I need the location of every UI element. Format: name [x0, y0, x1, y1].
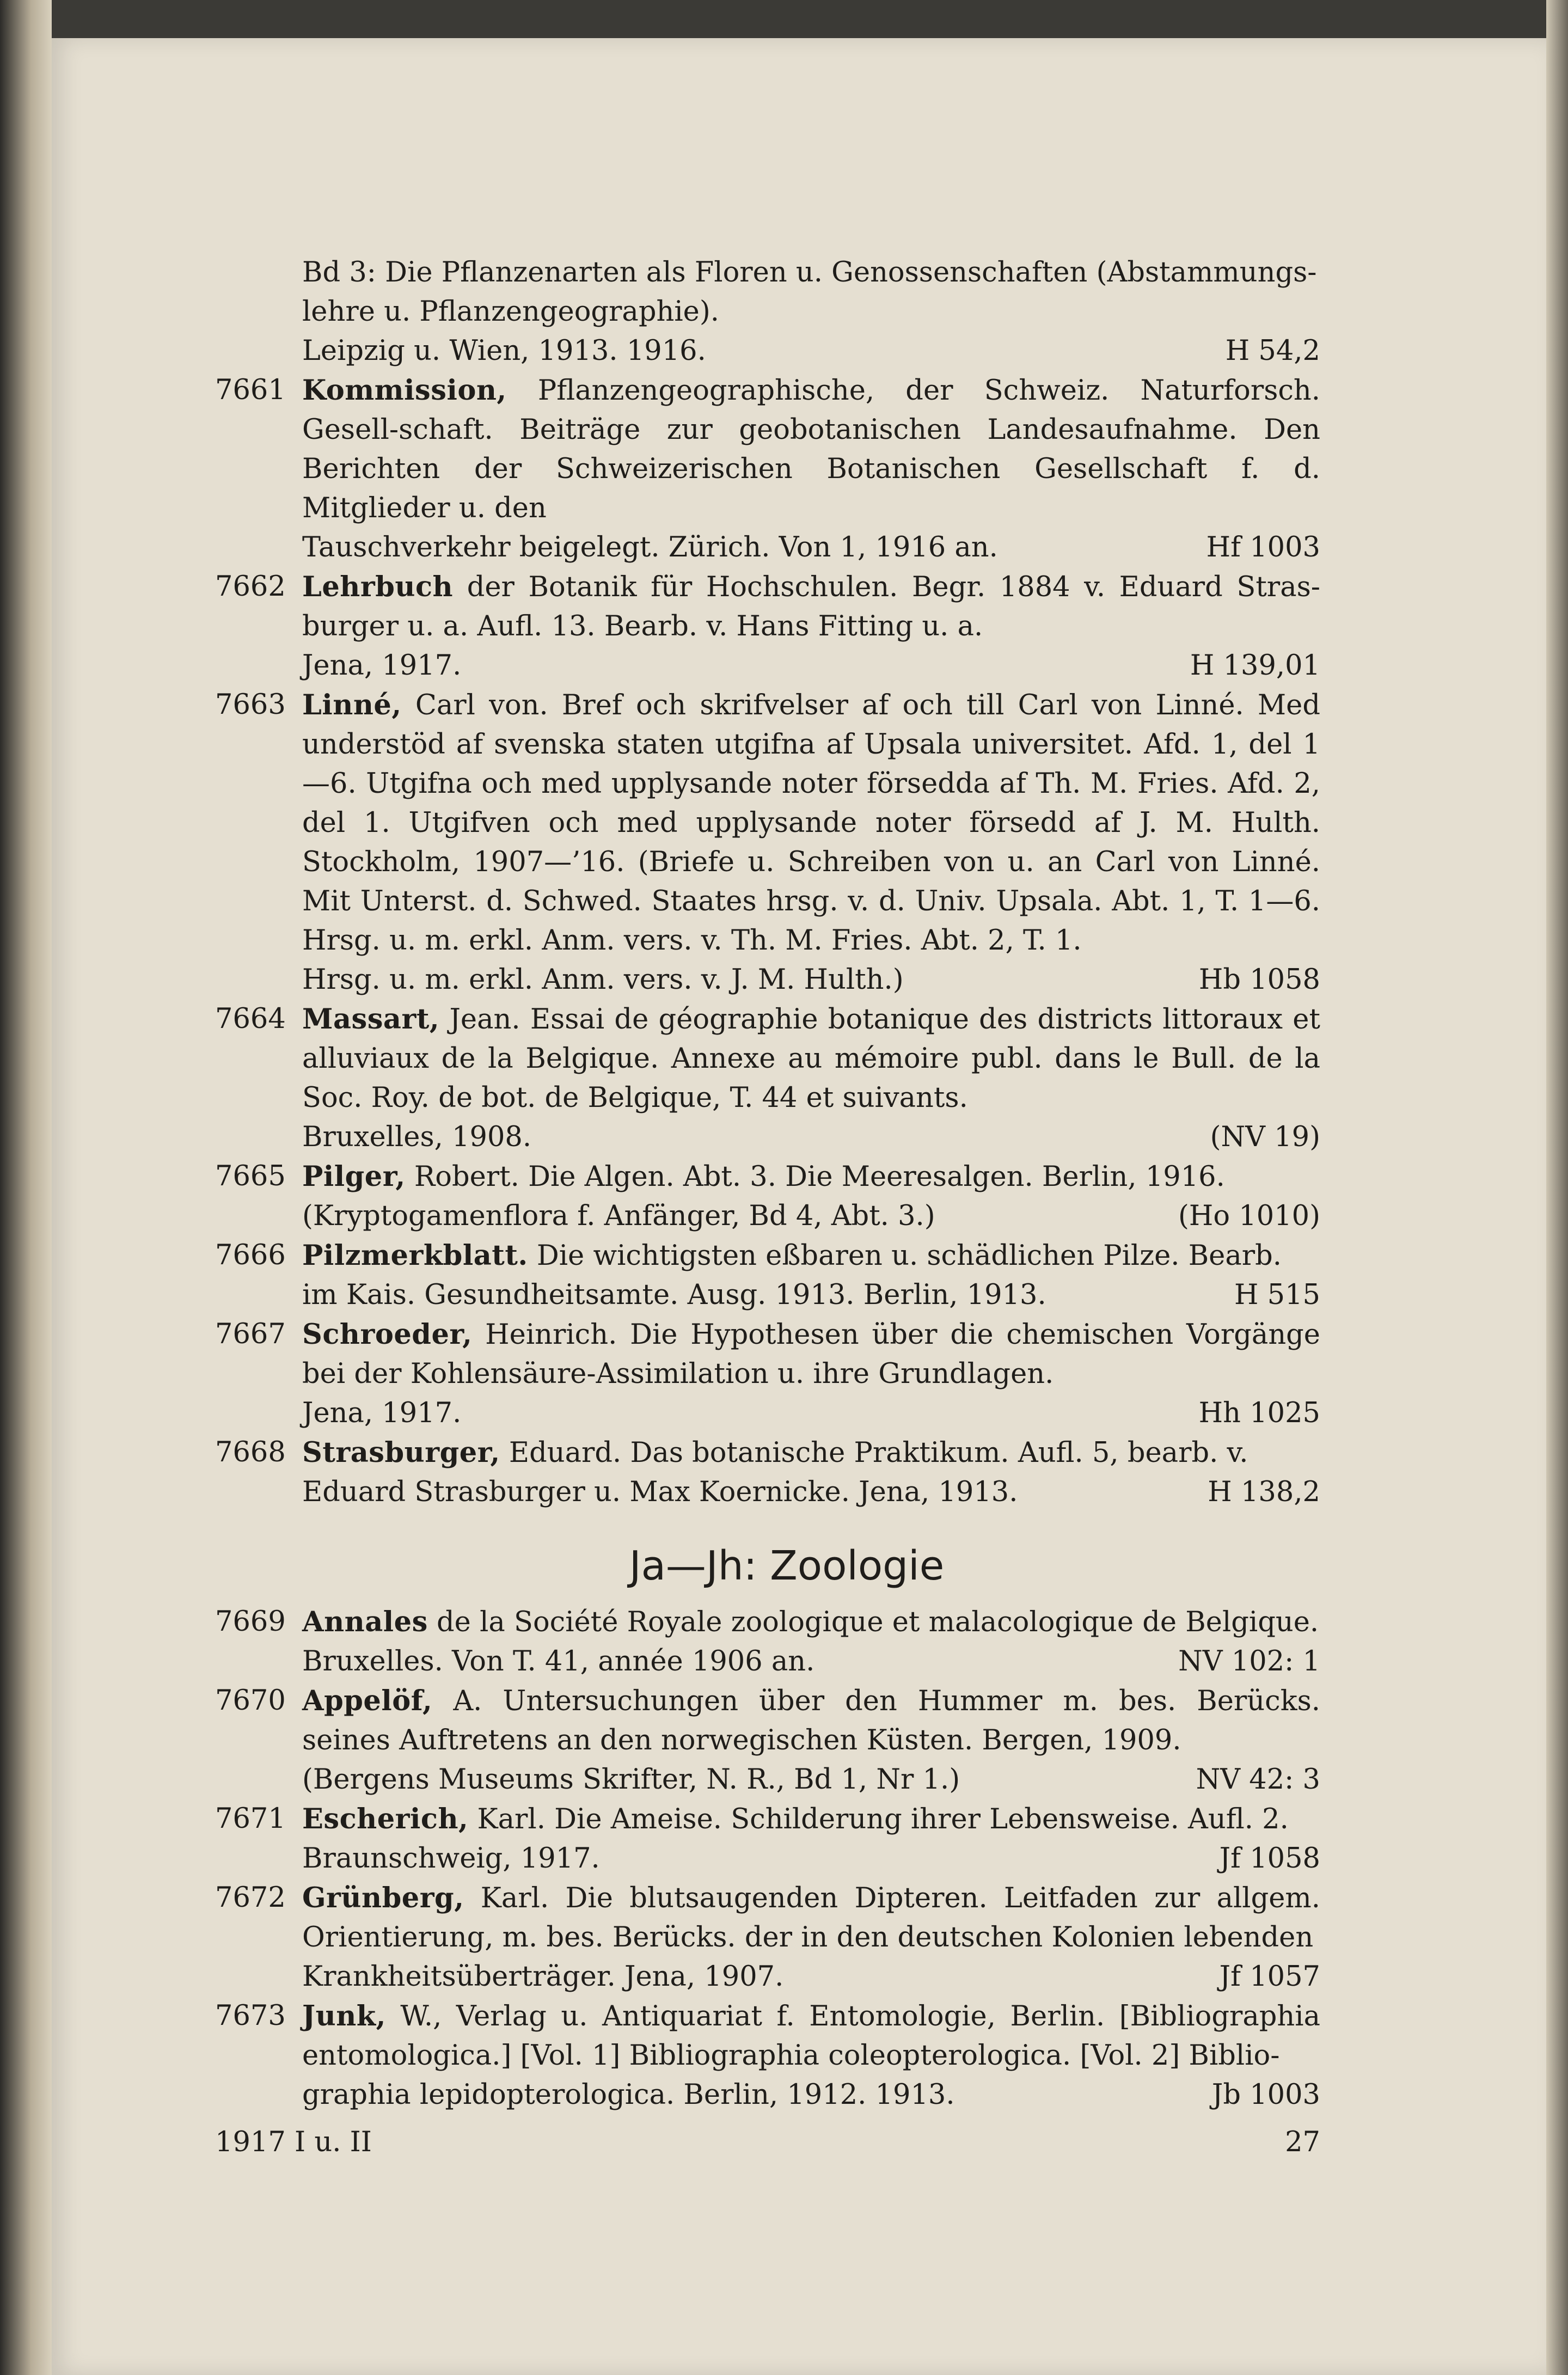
- footer-volume: 1917 I u. II: [215, 2126, 372, 2158]
- entry-heading: Junk,: [302, 2000, 386, 2033]
- entry-imprint: Eduard Strasburger u. Max Koernicke. Jena, 1913.: [302, 1476, 1018, 1508]
- entry-text: Jean. Essai de géographie botanique des districts littoraux et alluviaux de la Belgique. Annexe au mémoire publ. dans le Bull. de la Soc. Roy. de bot. de Belgique, T. 44 et suivants.: [302, 1003, 1320, 1114]
- entry-heading: Escherich,: [302, 1803, 469, 1835]
- entry-text: Carl von. Bref och skrifvelser af och till Carl von Linné. Med understöd af svenska staten utgifna af Upsala universitet. Afd. 1, del 1—6. Utgifna och med upplysande noter försedda af Th. M. Fries. Afd. 2, del 1. Utgifven och med upplysande noter försedd af J. M. Hulth. Stockholm, 1907—’16. (Briefe u. Schreiben von u. an Carl von Linné. Mit Unterst. d. Schwed. Staates hrsg. v. d. Univ. Upsala. Abt. 1, T. 1—6. Hrsg. u. m. erkl. Anm. vers. v. Th. M. Fries. Abt. 2, T. 1.: [302, 689, 1320, 957]
- entry-heading: Strasburger,: [302, 1436, 500, 1469]
- entry-number: 7668: [215, 1436, 286, 1468]
- entry-heading: Pilzmerkblatt.: [302, 1239, 528, 1272]
- zoology-entries: [215, 1602, 1320, 2115]
- entry-imprint: Bruxelles. Von T. 41, année 1906 an.: [302, 1645, 815, 1678]
- entry-text: Die wichtigsten eßbaren u. schädlichen Pilze. Bearb.: [536, 1240, 1282, 1272]
- entry-number: 7672: [215, 1882, 286, 1914]
- catalog-content: [215, 253, 1320, 2115]
- entry-heading: Lehrbuch: [302, 571, 454, 603]
- entry-heading: Massart,: [302, 1003, 440, 1036]
- entry-text: Heinrich. Die Hypothesen über die chemischen Vorgänge bei der Kohlensäure-Assimilation u. ihre Grundlagen.: [302, 1319, 1320, 1390]
- shelf-mark: Hf 1003: [1206, 531, 1320, 564]
- catalog-entry: [215, 1236, 1320, 1315]
- entry-imprint: Krankheitsüberträger. Jena, 1907.: [302, 1961, 784, 1993]
- catalog-entry: [215, 1602, 1320, 1681]
- shelf-mark: H 54,2: [1225, 335, 1320, 367]
- catalog-entry: [215, 371, 1320, 567]
- continuation-line: Bd 3: Die Pflanzenarten als Floren u. Genossenschaften (Abstammungs-: [302, 256, 1317, 289]
- catalog-entry: [215, 1157, 1320, 1236]
- shelf-mark: (Ho 1010): [1178, 1200, 1320, 1232]
- entry-number: 7664: [215, 1003, 286, 1035]
- entry-heading: Linné,: [302, 689, 402, 721]
- shelf-mark: Jb 1003: [1211, 2079, 1320, 2111]
- shelf-mark: H 139,01: [1190, 650, 1320, 682]
- entry-imprint: graphia lepidopterologica. Berlin, 1912. 1913.: [302, 2079, 955, 2111]
- entry-imprint: Jena, 1917.: [302, 650, 462, 682]
- entry-number: 7670: [215, 1685, 286, 1717]
- entry-number: 7663: [215, 689, 286, 721]
- entry-imprint: (Bergens Museums Skrifter, N. R., Bd 1, Nr 1.): [302, 1764, 960, 1796]
- shelf-mark: NV 102: 1: [1178, 1645, 1320, 1678]
- entry-number: 7673: [215, 2000, 286, 2032]
- catalog-entry: [215, 1799, 1320, 1878]
- page-number: 27: [1285, 2126, 1320, 2158]
- shelf-mark: Jf 1057: [1219, 1961, 1320, 1993]
- entry-text: A. Untersuchungen über den Hummer m. bes. Berücks. seines Auftretens an den norwegischen Küsten. Bergen, 1909.: [302, 1685, 1320, 1756]
- catalog-entry: [215, 1000, 1320, 1157]
- previous-page-edge: [0, 0, 52, 2375]
- shelf-mark: H 515: [1234, 1279, 1320, 1311]
- entry-text: Pflanzengeographische, der Schweiz. Naturforsch. Gesell-schaft. Beiträge zur geobotanischen Landesaufnahme. Den Berichten der Schweizerischen Botanischen Gesellschaft f. d. Mitglieder u. den: [302, 375, 1320, 524]
- catalog-entry: [215, 1997, 1320, 2115]
- entry-heading: Grünberg,: [302, 1882, 464, 1914]
- continuation-imprint: Leipzig u. Wien, 1913. 1916.: [302, 335, 706, 367]
- entry-number: 7669: [215, 1606, 286, 1638]
- entry-text: Karl. Die blutsaugenden Dipteren. Leitfaden zur allgem. Orientierung, m. bes. Berücks. der in den deutschen Kolonien lebenden: [302, 1882, 1320, 1954]
- shelf-mark: Hb 1058: [1198, 964, 1320, 996]
- entry-imprint: Bruxelles, 1908.: [302, 1121, 532, 1153]
- section-heading: Ja—Jh: Zoologie: [629, 1542, 945, 1589]
- shelf-mark: Hh 1025: [1198, 1397, 1320, 1429]
- entry-heading: Appelöf,: [302, 1685, 433, 1717]
- entry-text: W., Verlag u. Antiquariat f. Entomologie, Berlin. [Bibliographia entomologica.] [Vol. 1] Bibliographia coleopterologica. [Vol. 2] Biblio-: [302, 2000, 1320, 2072]
- page-footer: [215, 2126, 1320, 2158]
- entry-text: der Botanik für Hochschulen. Begr. 1884 v. Eduard Stras-burger u. a. Aufl. 13. Bearb. v. Hans Fitting u. a.: [302, 571, 1320, 642]
- entry-number: 7666: [215, 1239, 286, 1271]
- entry-number: 7671: [215, 1803, 286, 1835]
- shelf-mark: NV 42: 3: [1196, 1764, 1320, 1796]
- entry-heading: Annales: [302, 1606, 428, 1638]
- catalog-entry: [215, 685, 1320, 1000]
- entry-number: 7665: [215, 1160, 286, 1192]
- catalog-entry: [215, 567, 1320, 685]
- catalog-entry: [215, 1878, 1320, 1997]
- entry-imprint: Hrsg. u. m. erkl. Anm. vers. v. J. M. Hulth.): [302, 964, 904, 996]
- continuation-line: lehre u. Pflanzengeographie).: [302, 296, 719, 328]
- entry-heading: Kommission,: [302, 374, 507, 407]
- entry-heading: Pilger,: [302, 1160, 406, 1193]
- botany-entries: [215, 371, 1320, 1512]
- catalog-entry: [215, 1315, 1320, 1433]
- entry-number: 7662: [215, 571, 286, 603]
- shelf-mark: (NV 19): [1210, 1121, 1320, 1153]
- catalog-entry: [215, 1681, 1320, 1799]
- shelf-mark: Jf 1058: [1219, 1843, 1320, 1875]
- entry-text: de la Société Royale zoologique et malacologique de Belgique.: [437, 1606, 1319, 1638]
- entry-number: 7661: [215, 374, 286, 406]
- shelf-mark: H 138,2: [1208, 1476, 1320, 1508]
- continuation-entry: [215, 253, 1320, 371]
- entry-imprint: Braunschweig, 1917.: [302, 1843, 600, 1875]
- entry-heading: Schroeder,: [302, 1318, 473, 1351]
- entry-text: Eduard. Das botanische Praktikum. Aufl. 5, bearb. v.: [509, 1437, 1248, 1469]
- entry-imprint: (Kryptogamenflora f. Anfänger, Bd 4, Abt. 3.): [302, 1200, 935, 1232]
- entry-text: Karl. Die Ameise. Schilderung ihrer Lebensweise. Aufl. 2.: [477, 1803, 1289, 1835]
- page-right-edge: [1546, 0, 1568, 2375]
- entry-text: Robert. Die Algen. Abt. 3. Die Meeresalgen. Berlin, 1916.: [414, 1161, 1225, 1193]
- entry-imprint: Tauschverkehr beigelegt. Zürich. Von 1, 1916 an.: [302, 531, 998, 564]
- entry-imprint: im Kais. Gesundheitsamte. Ausg. 1913. Berlin, 1913.: [302, 1279, 1046, 1311]
- entry-number: 7667: [215, 1318, 286, 1350]
- catalog-entry: [215, 1433, 1320, 1512]
- entry-imprint: Jena, 1917.: [302, 1397, 462, 1429]
